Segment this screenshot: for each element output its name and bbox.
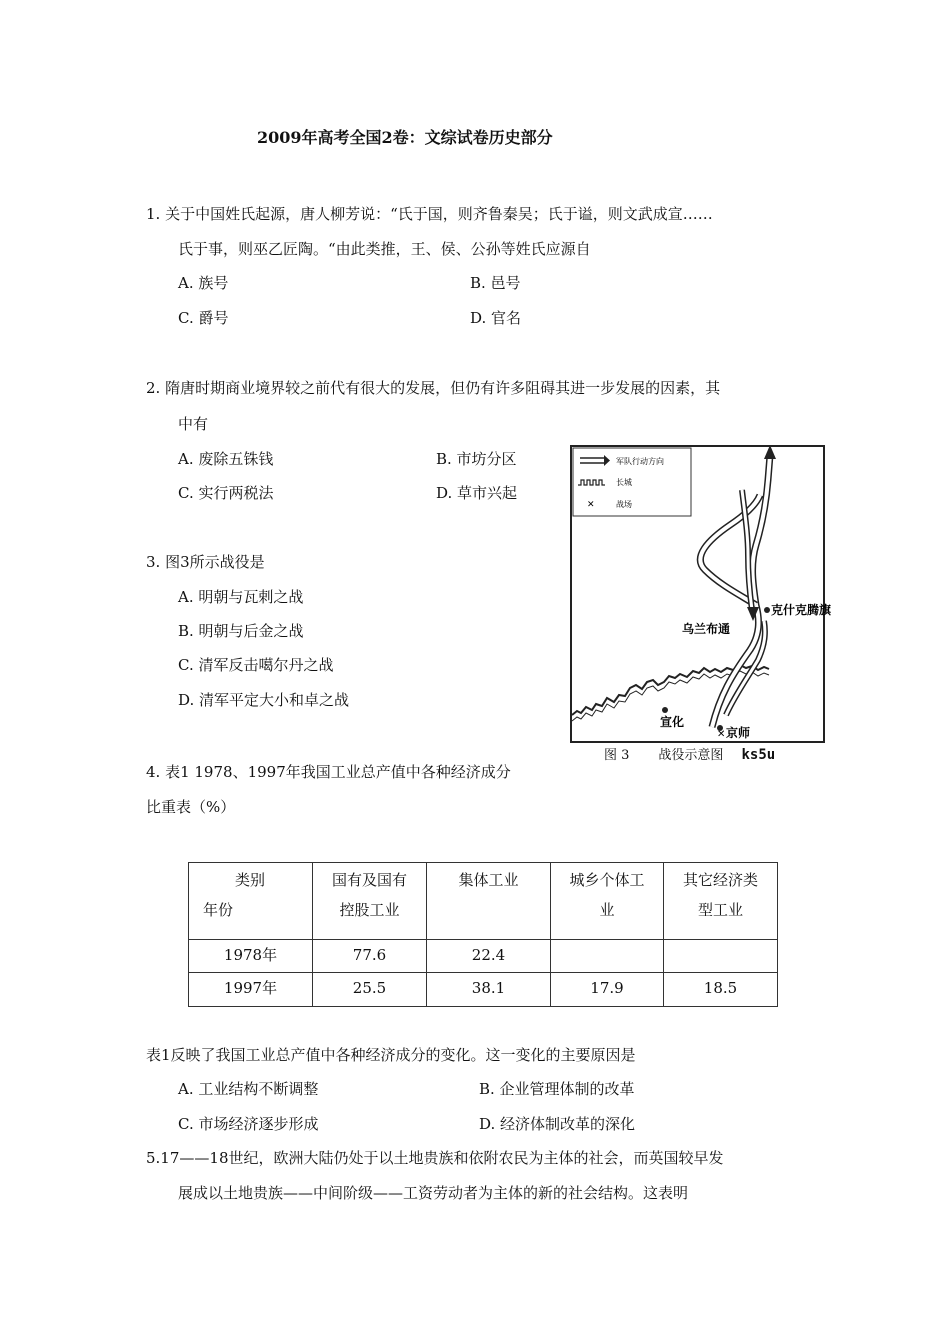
q1-stem-line1: 1. 关于中国姓氏起源，唐人柳芳说：“氏于国，则齐鲁秦吴；氏于谥，则文武成宣…… bbox=[146, 205, 713, 223]
q2-option-c: C. 实行两税法 bbox=[178, 484, 274, 502]
q4-option-b: B. 企业管理体制的改革 bbox=[479, 1080, 635, 1098]
map-caption-figure: 图 3 bbox=[604, 748, 630, 763]
table-row bbox=[189, 973, 778, 1007]
table-cell: 25.5 bbox=[313, 973, 427, 1007]
table-cell: 77.6 bbox=[313, 939, 427, 973]
col-state-owned-l2: 控股工业 bbox=[339, 901, 400, 919]
table-cell bbox=[664, 939, 778, 973]
table-cell: 38.1 bbox=[427, 973, 551, 1007]
table-header-cell bbox=[664, 863, 778, 940]
col-individual-l1: 城乡个体工 bbox=[569, 871, 645, 889]
table-year-cell: 1978年 bbox=[189, 939, 313, 973]
col-state-owned-l1: 国有及国有 bbox=[331, 871, 407, 889]
col-collective-l1: 集体工业 bbox=[458, 871, 519, 889]
q3-option-c: C. 清军反击噶尔丹之战 bbox=[178, 656, 334, 674]
col-other-l1: 其它经济类 bbox=[682, 871, 758, 889]
table-corner-cell bbox=[189, 863, 313, 940]
battle-map-figure bbox=[570, 445, 832, 743]
q4-stem-line2: 比重表（%） bbox=[146, 798, 236, 816]
table-cell: 17.9 bbox=[551, 973, 664, 1007]
col-other-l2: 型工业 bbox=[697, 901, 743, 919]
legend-battle-label: 战场 bbox=[616, 500, 632, 509]
q5-stem-line2: 展成以土地贵族——中间阶级——工资劳动者为主体的新的社会结构。这表明 bbox=[178, 1184, 689, 1202]
marker-xuanhua bbox=[662, 707, 668, 713]
col-individual-l2: 业 bbox=[599, 901, 615, 919]
corner-year-label: 年份 bbox=[203, 901, 234, 919]
q1-option-a: A. 族号 bbox=[178, 274, 229, 292]
industry-share-table bbox=[188, 862, 778, 1007]
q4-option-a: A. 工业结构不断调整 bbox=[178, 1080, 319, 1098]
place-keshiketeng: 克什克腾旗 bbox=[771, 603, 832, 617]
q5-stem-line1: 5.17——18世纪，欧洲大陆仍处于以土地贵族和依附农民为主体的社会，而英国较早发 bbox=[146, 1149, 724, 1167]
table-header-cell bbox=[427, 863, 551, 940]
table-header-cell bbox=[313, 863, 427, 940]
q2-stem-line1: 2. 隋唐时期商业境界较之前代有很大的发展，但仍有许多阻碍其进一步发展的因素，其 bbox=[146, 379, 721, 397]
place-xuanhua: 宣化 bbox=[660, 715, 685, 729]
q2-option-b: B. 市坊分区 bbox=[436, 450, 517, 468]
legend-battle-icon: ✕ bbox=[587, 500, 595, 510]
q4-option-d: D. 经济体制改革的深化 bbox=[479, 1115, 636, 1133]
q1-option-d: D. 官名 bbox=[470, 309, 522, 327]
watermark-text: ks5u bbox=[741, 747, 776, 763]
q2-stem-line2: 中有 bbox=[178, 415, 209, 433]
q1-stem-line2: 氏于事，则巫乙匠陶。“由此类推，王、侯、公孙等姓氏应源自 bbox=[178, 240, 591, 258]
q3-stem: 3. 图3所示战役是 bbox=[146, 553, 265, 571]
q3-option-b: B. 明朝与后金之战 bbox=[178, 622, 304, 640]
table-header-row bbox=[189, 863, 778, 940]
table-cell: 22.4 bbox=[427, 939, 551, 973]
q2-option-a: A. 废除五铢钱 bbox=[178, 450, 274, 468]
place-wulanbutong: 乌兰布通 bbox=[682, 622, 731, 636]
place-jingshi: 京师 bbox=[726, 726, 751, 740]
table-year-cell: 1997年 bbox=[189, 973, 313, 1007]
map-caption bbox=[604, 745, 775, 766]
map-caption-text: 战役示意图 bbox=[658, 748, 724, 763]
q3-option-a: A. 明朝与瓦剌之战 bbox=[178, 588, 304, 606]
q4-stem-line3: 表1反映了我国工业总产值中各种经济成分的变化。这一变化的主要原因是 bbox=[146, 1046, 636, 1064]
legend-wall-label: 长城 bbox=[616, 478, 632, 487]
battle-marker-icon: ✕ bbox=[717, 729, 726, 740]
legend-direction-label: 军队行动方向 bbox=[616, 457, 664, 466]
table-header-cell bbox=[551, 863, 664, 940]
corner-category-label: 类别 bbox=[235, 871, 266, 889]
q1-option-b: B. 邑号 bbox=[470, 274, 521, 292]
q4-option-c: C. 市场经济逐步形成 bbox=[178, 1115, 319, 1133]
q3-option-d: D. 清军平定大小和卓之战 bbox=[178, 691, 350, 709]
page-title: 2009年高考全国2卷：文综试卷历史部分 bbox=[257, 128, 553, 147]
table-cell bbox=[551, 939, 664, 973]
q2-option-d: D. 草市兴起 bbox=[436, 484, 518, 502]
table-row bbox=[189, 939, 778, 973]
q1-option-c: C. 爵号 bbox=[178, 309, 229, 327]
table-cell: 18.5 bbox=[664, 973, 778, 1007]
q4-stem-line1: 4. 表1 1978、1997年我国工业总产值中各种经济成分 bbox=[146, 763, 511, 781]
marker-keshiketeng bbox=[764, 607, 770, 613]
